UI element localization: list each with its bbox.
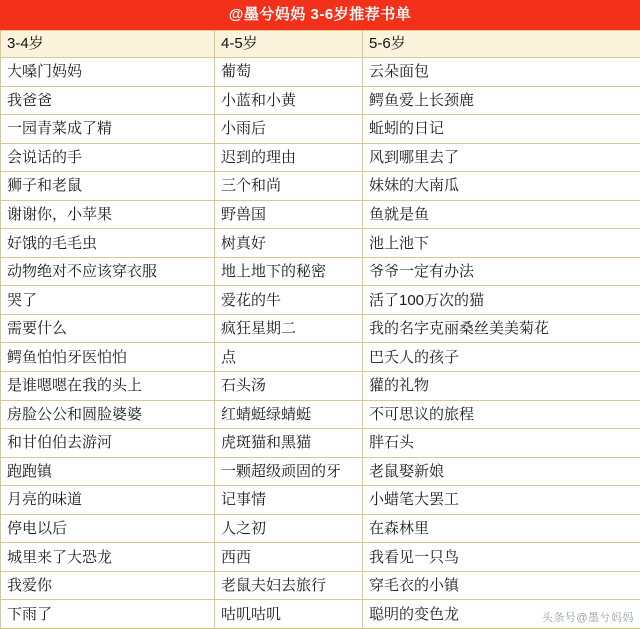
book-title-cell: 城里来了大恐龙 xyxy=(1,543,215,572)
book-title-cell: 不可思议的旅程 xyxy=(363,400,640,429)
book-title-cell: 胖石头 xyxy=(363,429,640,458)
table-row xyxy=(1,571,640,600)
book-title-cell: 我看见一只鸟 xyxy=(363,543,640,572)
column-header-age-3-4: 3-4岁 xyxy=(1,31,215,58)
book-title-cell: 下雨了 xyxy=(1,600,215,629)
book-title-cell: 老鼠娶新娘 xyxy=(363,457,640,486)
book-title-cell: 聪明的变色龙 xyxy=(363,600,640,629)
book-title-cell: 需要什么 xyxy=(1,314,215,343)
book-title-cell: 树真好 xyxy=(215,229,363,258)
book-title-cell: 鳄鱼爱上长颈鹿 xyxy=(363,86,640,115)
book-title-cell: 大嗓门妈妈 xyxy=(1,58,215,87)
table-row xyxy=(1,400,640,429)
book-title-cell: 小蓝和小黄 xyxy=(215,86,363,115)
book-title-cell: 和甘伯伯去游河 xyxy=(1,429,215,458)
table-row xyxy=(1,457,640,486)
book-title-cell: 巴夭人的孩子 xyxy=(363,343,640,372)
table-row xyxy=(1,257,640,286)
book-title-cell: 野兽国 xyxy=(215,200,363,229)
book-title-cell: 跑跑镇 xyxy=(1,457,215,486)
book-title-cell: 哭了 xyxy=(1,286,215,315)
column-header-age-5-6: 5-6岁 xyxy=(363,31,640,58)
book-title-cell: 是谁嗯嗯在我的头上 xyxy=(1,372,215,401)
column-header-age-4-5: 4-5岁 xyxy=(215,31,363,58)
book-title-cell: 鳄鱼怕怕牙医怕怕 xyxy=(1,343,215,372)
book-title-cell: 爷爷一定有办法 xyxy=(363,257,640,286)
page-title: @墨兮妈妈 3-6岁推荐书单 xyxy=(0,0,640,30)
table-row xyxy=(1,600,640,629)
book-title-cell: 一园青菜成了精 xyxy=(1,115,215,144)
table-row xyxy=(1,229,640,258)
table-row xyxy=(1,143,640,172)
book-title-cell: 活了100万次的猫 xyxy=(363,286,640,315)
book-title-cell: 会说话的手 xyxy=(1,143,215,172)
book-title-cell: 老鼠夫妇去旅行 xyxy=(215,571,363,600)
book-title-cell: 疯狂星期二 xyxy=(215,314,363,343)
book-title-cell: 我的名字克丽桑丝美美菊花 xyxy=(363,314,640,343)
book-title-cell: 狮子和老鼠 xyxy=(1,172,215,201)
book-title-cell: 云朵面包 xyxy=(363,58,640,87)
book-title-cell: 地上地下的秘密 xyxy=(215,257,363,286)
book-title-cell: 西西 xyxy=(215,543,363,572)
book-title-cell: 点 xyxy=(215,343,363,372)
table-row xyxy=(1,286,640,315)
book-title-cell: 房脸公公和圆脸婆婆 xyxy=(1,400,215,429)
book-title-cell: 小蜡笔大罢工 xyxy=(363,486,640,515)
table-header xyxy=(1,31,640,58)
table-row xyxy=(1,172,640,201)
book-title-cell: 三个和尚 xyxy=(215,172,363,201)
book-title-cell: 停电以后 xyxy=(1,514,215,543)
book-title-cell: 好饿的毛毛虫 xyxy=(1,229,215,258)
table-body xyxy=(1,58,640,629)
table-row xyxy=(1,543,640,572)
book-list-table xyxy=(0,30,640,629)
book-title-cell: 我爱你 xyxy=(1,571,215,600)
book-title-cell: 记事情 xyxy=(215,486,363,515)
table-row xyxy=(1,200,640,229)
book-title-cell: 人之初 xyxy=(215,514,363,543)
table-row xyxy=(1,429,640,458)
book-title-cell: 动物绝对不应该穿衣服 xyxy=(1,257,215,286)
book-title-cell: 迟到的理由 xyxy=(215,143,363,172)
book-title-cell: 一颗超级顽固的牙 xyxy=(215,457,363,486)
book-title-cell: 妹妹的大南瓜 xyxy=(363,172,640,201)
table-row xyxy=(1,343,640,372)
book-title-cell: 穿毛衣的小镇 xyxy=(363,571,640,600)
book-title-cell: 蚯蚓的日记 xyxy=(363,115,640,144)
table-row xyxy=(1,486,640,515)
table-row xyxy=(1,314,640,343)
book-title-cell: 咕叽咕叽 xyxy=(215,600,363,629)
book-title-cell: 獾的礼物 xyxy=(363,372,640,401)
book-title-cell: 谢谢你，小苹果 xyxy=(1,200,215,229)
book-title-cell: 风到哪里去了 xyxy=(363,143,640,172)
book-title-cell: 石头汤 xyxy=(215,372,363,401)
book-title-cell: 鱼就是鱼 xyxy=(363,200,640,229)
book-title-cell: 虎斑猫和黑猫 xyxy=(215,429,363,458)
book-title-cell: 爱花的牛 xyxy=(215,286,363,315)
book-title-cell: 葡萄 xyxy=(215,58,363,87)
book-title-cell: 红蜻蜓绿蜻蜓 xyxy=(215,400,363,429)
table-row xyxy=(1,86,640,115)
book-title-cell: 月亮的味道 xyxy=(1,486,215,515)
watermark: 头条号@墨兮妈妈 xyxy=(541,612,634,624)
book-title-cell: 池上池下 xyxy=(363,229,640,258)
table-header-row xyxy=(1,31,640,58)
book-title-cell: 小雨后 xyxy=(215,115,363,144)
table-row xyxy=(1,514,640,543)
table-row xyxy=(1,58,640,87)
book-title-cell: 在森林里 xyxy=(363,514,640,543)
table-row xyxy=(1,115,640,144)
table-row xyxy=(1,372,640,401)
book-title-cell: 我爸爸 xyxy=(1,86,215,115)
